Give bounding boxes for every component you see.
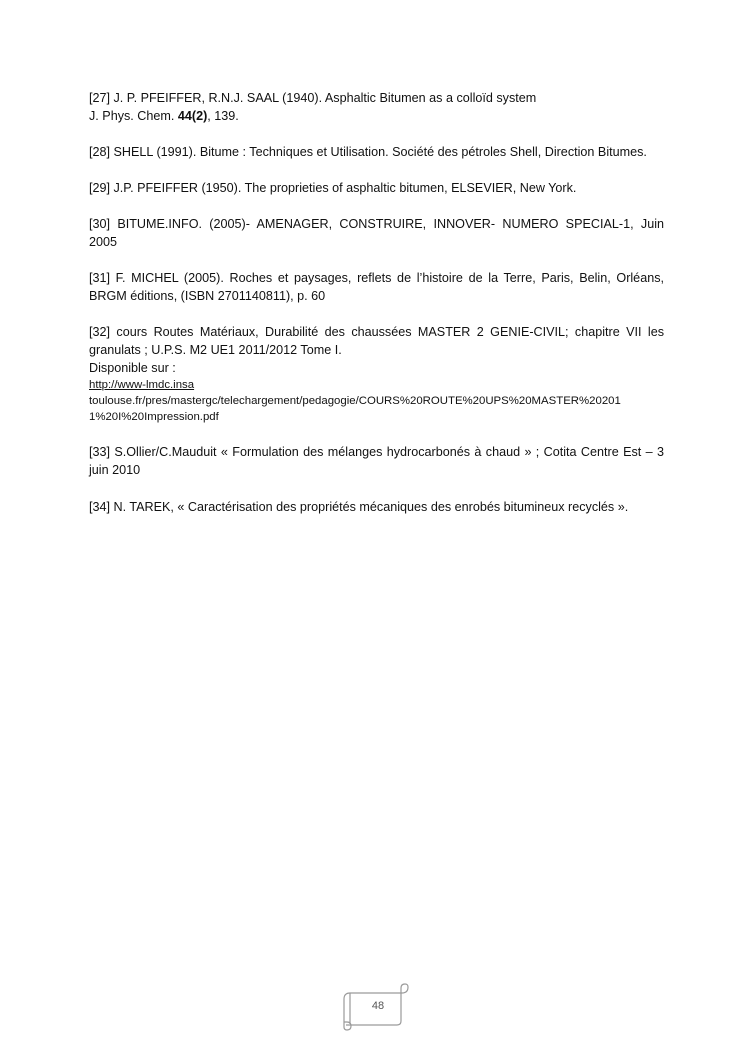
reference-32 [89,323,664,425]
reference-29-text: [29] J.P. PFEIFFER (1950). The proprieties of asphaltic bitumen, ELSEVIER, New York. [89,181,577,195]
reference-32-url-line3: 1%20I%20Impression.pdf [89,411,219,423]
reference-32-url[interactable] [89,377,664,393]
reference-28-text: [28] SHELL (1991). Bitume : Techniques et Utilisation. Société des pétroles Shell, Direction Bitumes. [89,145,647,159]
reference-33 [89,443,664,479]
reference-27-line1: [27] J. P. PFEIFFER, R.N.J. SAAL (1940). Asphaltic Bitumen as a colloïd system [89,91,537,105]
reference-32-available: Disponible sur : [89,361,176,375]
reference-27-pages: , 139. [207,109,239,123]
page-number: 48 [371,1000,385,1012]
reference-33-text: [33] S.Ollier/C.Mauduit « Formulation des mélanges hydrocarbonés à chaud » ; Cotita Centre Est – 3 juin 2010 [89,445,664,477]
reference-34-text: [34] N. TAREK, « Caractérisation des propriétés mécaniques des enrobés bitumineux recyclés ». [89,500,629,514]
reference-27-journal: J. Phys. Chem. [89,109,178,123]
reference-32-text: [32] cours Routes Matériaux, Durabilité des chaussées MASTER 2 GENIE-CIVIL; chapitre VII les granulats ; U.P.S. M2 UE1 2011/2012 Tome I. [89,325,664,357]
reference-29 [89,179,664,197]
reference-32-url-link[interactable]: http://www-lmdc.insa [89,379,195,391]
reference-list [89,89,664,536]
reference-27 [89,89,664,125]
reference-31 [89,269,664,305]
reference-34 [89,497,664,518]
page-number-badge [340,983,410,1031]
reference-30 [89,215,664,251]
reference-31-text: [31] F. MICHEL (2005). Roches et paysages, reflets de l’histoire de la Terre, Paris, Belin, Orléans, BRGM éditions, (ISBN 2701140811), p. 60 [89,271,664,303]
reference-27-line2 [89,107,664,125]
reference-32-url-line2: toulouse.fr/pres/mastergc/telechargement/pedagogie/COURS%20ROUTE%20UPS%20MASTER%20201 [89,395,621,407]
reference-30-text: [30] BITUME.INFO. (2005)- AMENAGER, CONSTRUIRE, INNOVER- NUMERO SPECIAL-1, Juin 2005 [89,217,664,249]
reference-28 [89,143,664,161]
reference-27-volume: 44(2) [177,109,208,123]
